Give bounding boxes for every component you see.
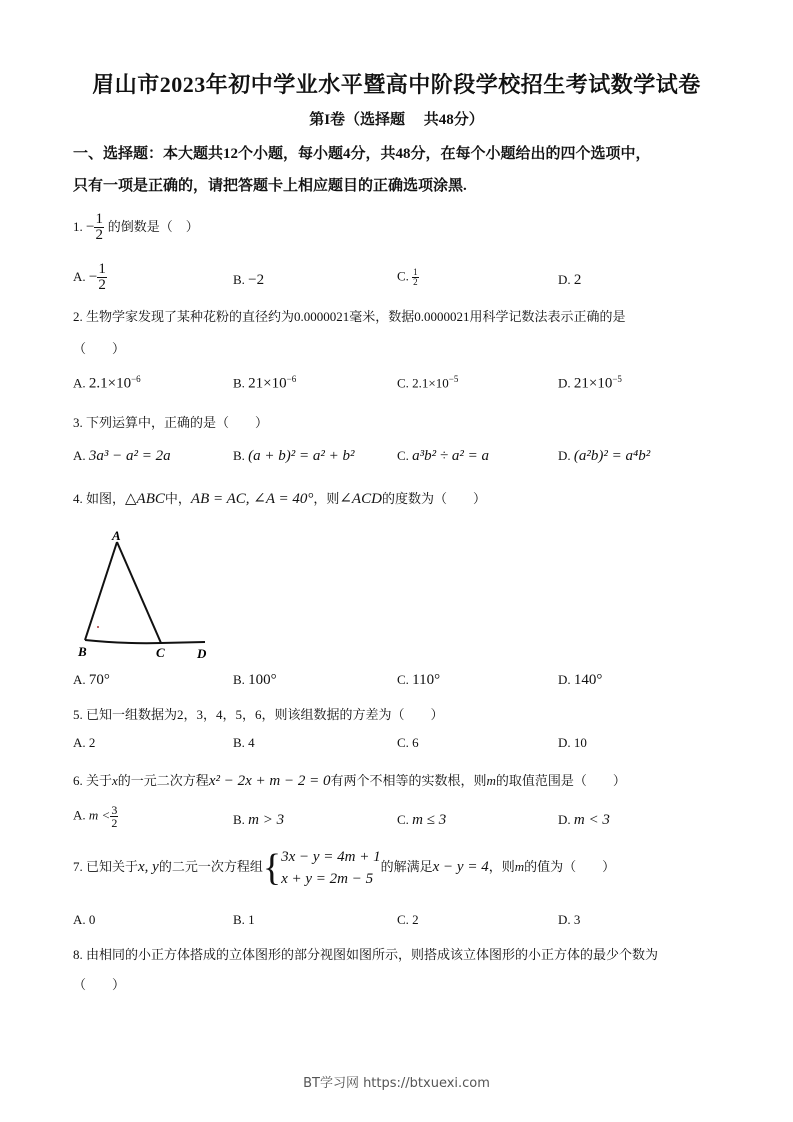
q1-option-c: C. $\frac{1}{2}$ bbox=[397, 267, 418, 287]
q1-option-a: A. − $\frac{1}{2}$ bbox=[73, 261, 106, 293]
q3-option-c: C. a³b² ÷ a² = a bbox=[397, 448, 490, 464]
section-instructions-line2: 只有一项是正确的，请把答题卡上相应题目的正确选项涂黑. bbox=[73, 178, 467, 194]
q4-option-d: D. 140° bbox=[558, 672, 603, 688]
question-6: 6. 关于x的一元二次方程x² − 2x + m − 2 = 0有两个不相等的实数根，则m的取值范围是（ ） bbox=[73, 773, 626, 789]
q6-option-b: B. m > 3 bbox=[233, 812, 285, 828]
q6-option-a: A. m < $\frac{3}{2}$ bbox=[73, 803, 118, 830]
q5-option-c: C. 6 bbox=[397, 735, 419, 750]
question-2: 2. 生物学家发现了某种花粉的直径约为0.0000021毫米，数据0.0000021用科学记数法表示正确的是 bbox=[73, 309, 626, 324]
question-8: 8. 由相同的小正方体搭成的立体图形的部分视图如图所示，则搭成该立体图形的小正方体的最少个数为 bbox=[73, 947, 659, 962]
q7-option-c: C. 2 bbox=[397, 912, 419, 927]
question-4: 4. 如图，△ABC中，AB = AC, ∠A = 40°，则∠ACD的度数为（ ） bbox=[73, 491, 486, 507]
q2-option-d: D. $21\times 10^{-5}$ bbox=[558, 374, 622, 392]
exam-title: 眉山市2023年初中学业水平暨高中阶段学校招生考试数学试卷 bbox=[92, 72, 701, 97]
question-2-bracket: （ ） bbox=[73, 341, 126, 356]
q6-option-c: C. m ≤ 3 bbox=[397, 812, 447, 828]
q2-option-b: B. $21\times 10^{-6}$ bbox=[233, 374, 297, 392]
q2-option-c: C. $2.1\times 10^{-5}$ bbox=[397, 374, 459, 391]
q7-option-d: D. 3 bbox=[558, 912, 581, 927]
q4-option-a: A. 70° bbox=[73, 672, 110, 688]
section-instructions-line1: 一、选择题：本大题共12个小题，每小题4分，共48分，在每个小题给出的四个选项中， bbox=[73, 146, 651, 162]
q7-option-a: A. 0 bbox=[73, 912, 96, 927]
question-3: 3. 下列运算中，正确的是（ ） bbox=[73, 415, 269, 430]
question-1-fraction: − $\frac{1}{2}$ bbox=[86, 211, 103, 243]
label-d: D bbox=[197, 646, 207, 661]
q3-option-b: B. (a + b)² = a² + b² bbox=[233, 448, 355, 464]
question-number: 1. bbox=[73, 218, 83, 234]
label-c: C bbox=[156, 645, 165, 660]
footer-watermark: BT学习网 https://btxuexi.com bbox=[303, 1076, 490, 1091]
q5-option-d: D. 10 bbox=[558, 735, 587, 750]
question-1-text: 的倒数是（ ） bbox=[107, 218, 199, 234]
q5-option-a: A. 2 bbox=[73, 735, 96, 750]
question-8-bracket: （ ） bbox=[73, 977, 126, 992]
q3-option-d: D. (a²b)² = a⁴b² bbox=[558, 448, 651, 464]
question-5: 5. 已知一组数据为2，3，4，5，6，则该组数据的方差为（ ） bbox=[73, 707, 444, 722]
triangle-figure bbox=[75, 528, 215, 663]
q1-option-d: D. 2 bbox=[558, 272, 582, 288]
q1-option-b: B. −2 bbox=[233, 272, 265, 288]
exam-subtitle: 第I卷（选择题 共48分） bbox=[309, 112, 484, 128]
q2-option-a: A. $2.1\times 10^{-6}$ bbox=[73, 374, 141, 392]
q7-option-b: B. 1 bbox=[233, 912, 255, 927]
q6-option-d: D. m < 3 bbox=[558, 812, 610, 828]
q4-option-c: C. 110° bbox=[397, 672, 441, 688]
question-7: 7. 已知关于x, y的二元一次方程组{ 3x − y = 4m + 1 x + y = 2m − 5 的解满足x − y = 4，则m的值为（ ） bbox=[73, 847, 616, 889]
label-a: A bbox=[112, 528, 121, 543]
question-1 bbox=[73, 212, 199, 243]
q3-option-a: A. 3a³ − a² = 2a bbox=[73, 448, 171, 464]
label-b: B bbox=[78, 644, 87, 659]
q4-option-b: B. 100° bbox=[233, 672, 277, 688]
q5-option-b: B. 4 bbox=[233, 735, 255, 750]
